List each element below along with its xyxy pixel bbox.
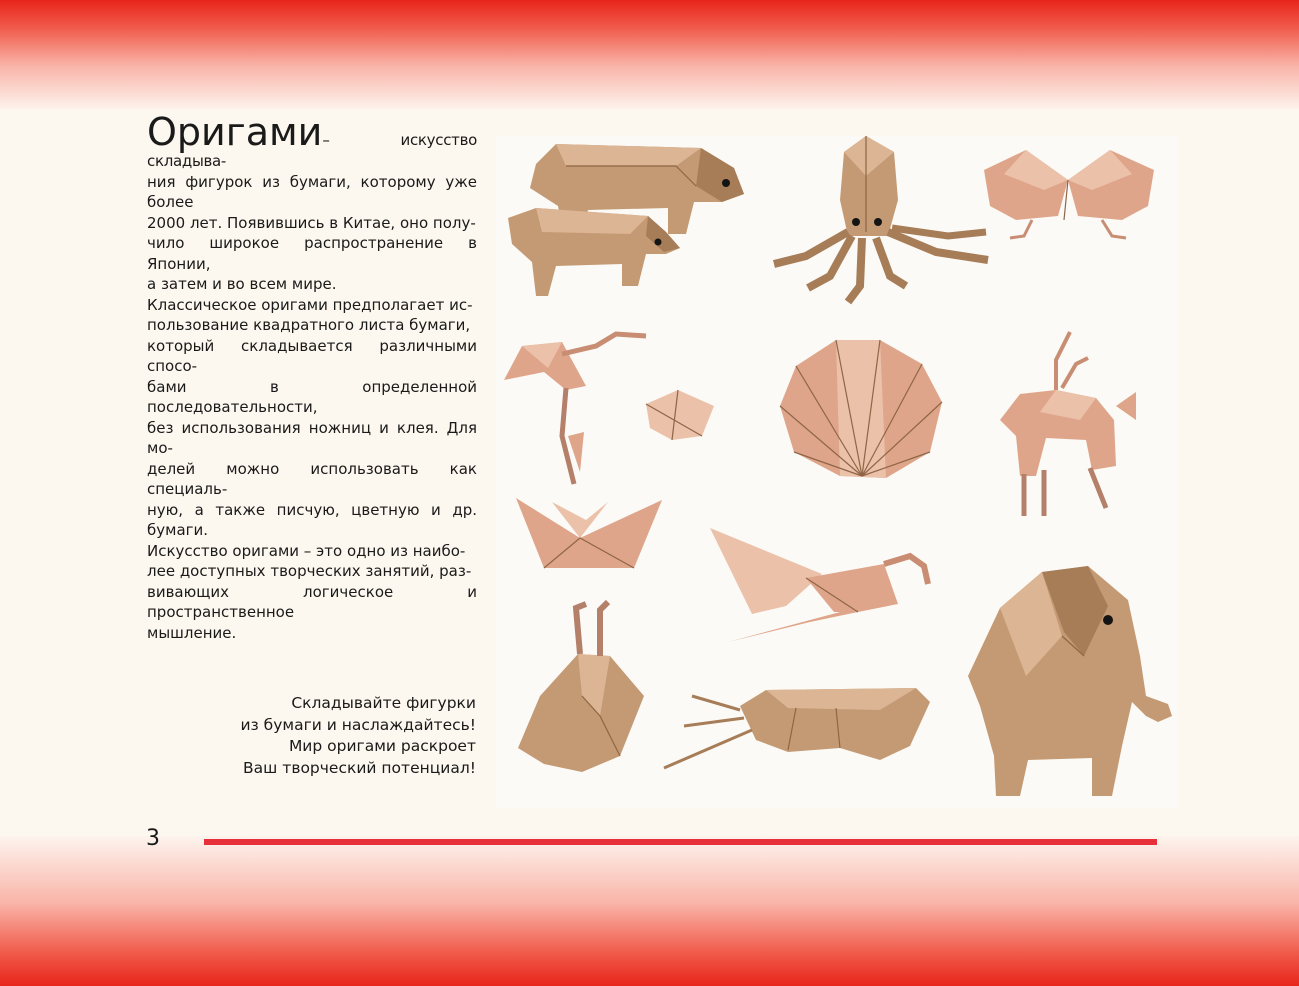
origami-bird-figure xyxy=(710,528,928,642)
tagline-line-1: Складывайте фигурки xyxy=(291,694,476,712)
tagline-line-2: из бумаги и наслаждайтесь! xyxy=(240,715,476,734)
origami-antelope-figure xyxy=(1000,332,1136,516)
body-line: Классическое оригами предполагает ис- xyxy=(147,295,473,314)
origami-octopus-figure xyxy=(774,136,988,302)
origami-scallop-shell-figure xyxy=(780,340,942,478)
body-line: который складывается различными спосо- xyxy=(147,336,477,375)
bottom-red-band xyxy=(0,836,1299,986)
intro-line-5: а затем и во всем мире. xyxy=(147,275,337,293)
body-line: делей можно использовать как специаль- xyxy=(147,459,477,498)
origami-shrimp-figure xyxy=(664,688,930,768)
tagline-line-4: Ваш творческий потенциал! xyxy=(243,758,476,777)
origami-elephant-figure xyxy=(968,566,1172,796)
intro-line-1: – искусство складыва- xyxy=(147,131,477,170)
body-line: лее доступных творческих занятий, раз- xyxy=(147,562,472,580)
intro-paragraph xyxy=(147,110,477,295)
origami-photo-collage xyxy=(496,136,1178,808)
tagline xyxy=(240,693,476,779)
body-line: Искусство оригами – это одно из наибо- xyxy=(147,541,466,560)
origami-flamingo-figure xyxy=(504,334,646,484)
page-number: 3 xyxy=(146,826,160,851)
body-line: мышление. xyxy=(147,623,237,642)
tagline-line-3: Мир оригами раскроет xyxy=(288,737,476,755)
body-line: бами в определенной последовательности, xyxy=(147,377,477,416)
origami-small-shell-figure xyxy=(646,390,714,440)
top-red-band xyxy=(0,0,1299,110)
origami-boat-figure xyxy=(516,498,662,568)
body-line: без использования ножниц и клея. Для мо- xyxy=(147,418,477,457)
origami-piglet-figure xyxy=(508,208,680,296)
footer-red-rule xyxy=(204,839,1157,845)
origami-crab-figure xyxy=(984,150,1154,238)
body-line: вивающих логическое и пространственное xyxy=(147,582,477,621)
intro-line-2: ния фигурок из бумаги, которому уже более xyxy=(147,172,477,211)
body-line: ную, а также писчую, цветную и др. бумаги. xyxy=(147,500,477,539)
article-text xyxy=(147,110,477,643)
body-line: пользование квадратного листа бумаги, xyxy=(147,316,471,334)
intro-line-4: чило широкое распространение в Японии, xyxy=(147,234,477,273)
intro-line-3: 2000 лет. Появившись в Китае, оно полу- xyxy=(147,213,476,232)
origami-rabbit-figure xyxy=(518,602,644,772)
body-paragraph xyxy=(147,295,477,644)
article-title: Оригами xyxy=(147,110,323,154)
